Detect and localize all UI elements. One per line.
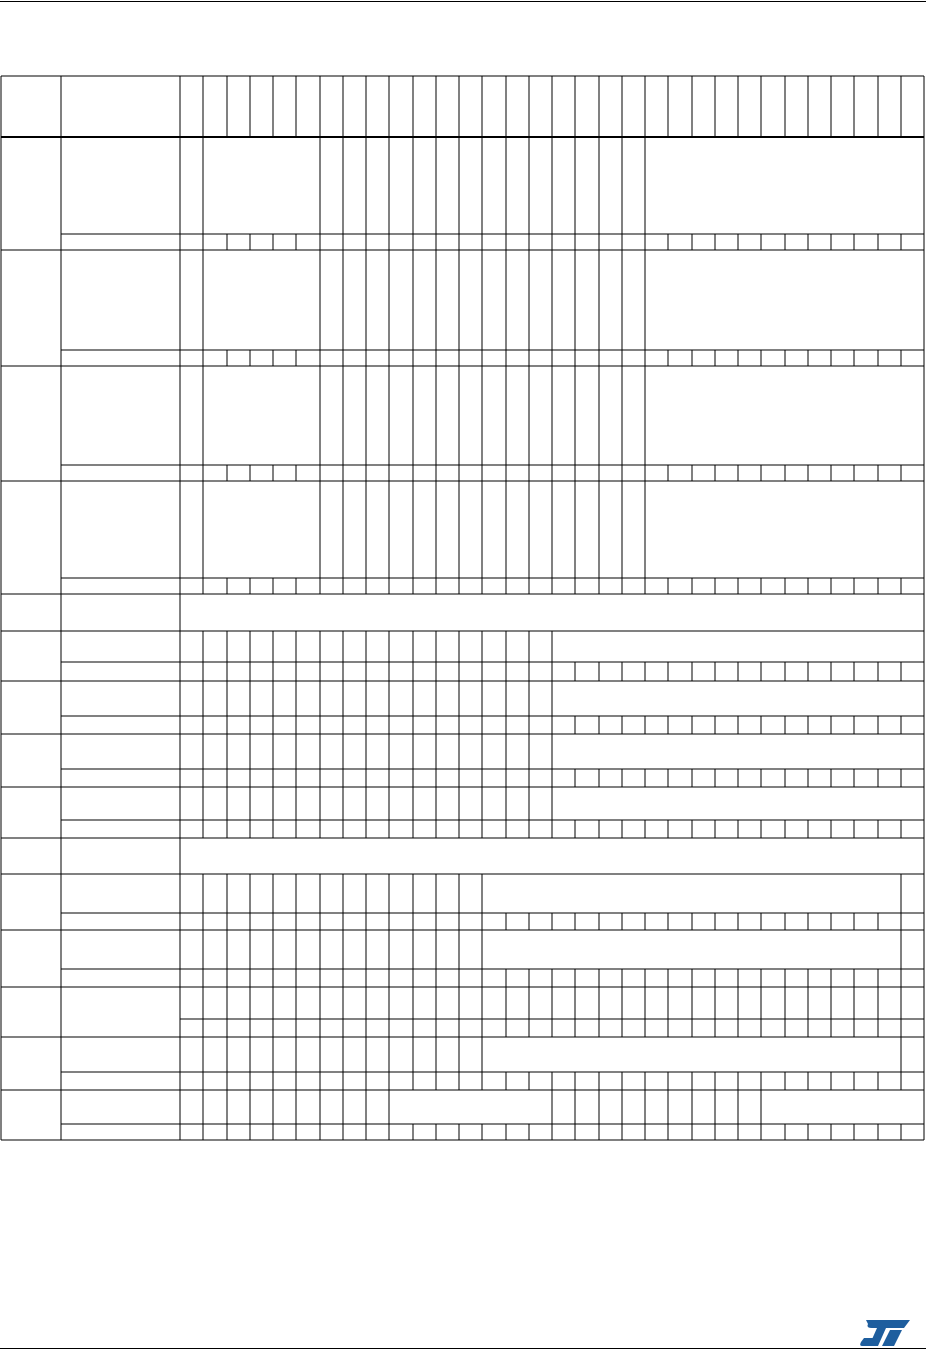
footer-rule bbox=[0, 1348, 926, 1349]
table-grid-lines bbox=[1, 76, 924, 1140]
st-logo-icon bbox=[860, 1318, 912, 1348]
